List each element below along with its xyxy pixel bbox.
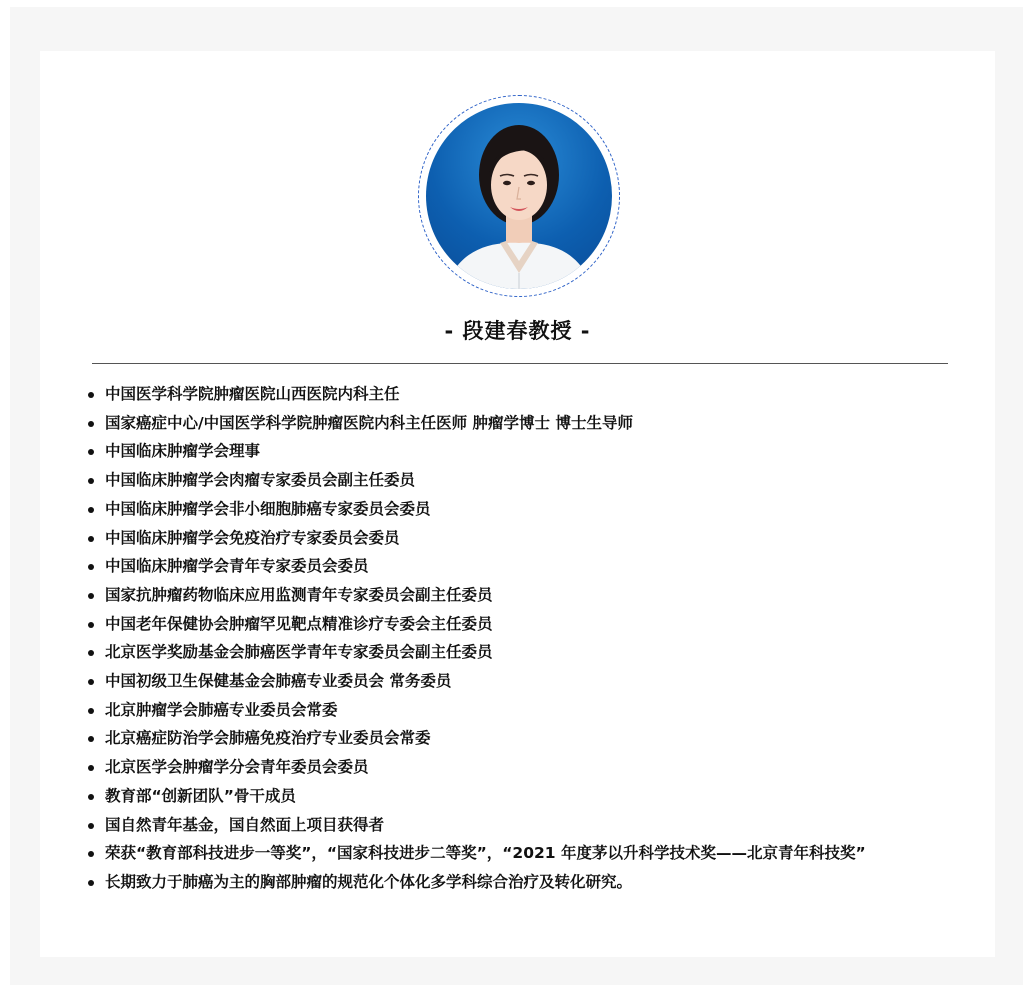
list-item: 国自然青年基金，国自然面上项目获得者 <box>105 811 1010 840</box>
list-item: 中国临床肿瘤学会青年专家委员会委员 <box>105 552 1010 581</box>
list-item: 中国医学科学院肿瘤医院山西医院内科主任 <box>105 380 1010 409</box>
list-item: 国家癌症中心/中国医学科学院肿瘤医院内科主任医师 肿瘤学博士 博士生导师 <box>105 409 1010 438</box>
divider <box>92 363 948 364</box>
list-item: 北京医学奖励基金会肺癌医学青年专家委员会副主任委员 <box>105 638 1010 667</box>
list-item: 中国初级卫生保健基金会肺癌专业委员会 常务委员 <box>105 667 1010 696</box>
list-item: 中国老年保健协会肿瘤罕见靶点精准诊疗专委会主任委员 <box>105 610 1010 639</box>
titles-list <box>85 380 1010 897</box>
list-item: 中国临床肿瘤学会免疫治疗专家委员会委员 <box>105 524 1010 553</box>
list-item: 北京肿瘤学会肺癌专业委员会常委 <box>105 696 1010 725</box>
profile-card <box>40 51 995 957</box>
list-item: 荣获“教育部科技进步一等奖”，“国家科技进步二等奖”，“2021 年度茅以升科学技术奖——北京青年科技奖” <box>105 839 1010 868</box>
list-item: 中国临床肿瘤学会理事 <box>105 437 1010 466</box>
page-background <box>10 7 1023 985</box>
list-item: 国家抗肿瘤药物临床应用监测青年专家委员会副主任委员 <box>105 581 1010 610</box>
page-title: - 段建春教授 - <box>444 319 591 343</box>
list-item: 中国临床肿瘤学会肉瘤专家委员会副主任委员 <box>105 466 1010 495</box>
list-item: 长期致力于肺癌为主的胸部肿瘤的规范化个体化多学科综合治疗及转化研究。 <box>105 868 1010 897</box>
portrait-image <box>426 103 612 289</box>
list-item: 中国临床肿瘤学会非小细胞肺癌专家委员会委员 <box>105 495 1010 524</box>
list-item: 北京医学会肿瘤学分会青年委员会委员 <box>105 753 1010 782</box>
list-item: 北京癌症防治学会肺癌免疫治疗专业委员会常委 <box>105 724 1010 753</box>
avatar-frame <box>418 95 620 297</box>
avatar <box>426 103 612 289</box>
list-item: 教育部“创新团队”骨干成员 <box>105 782 1010 811</box>
